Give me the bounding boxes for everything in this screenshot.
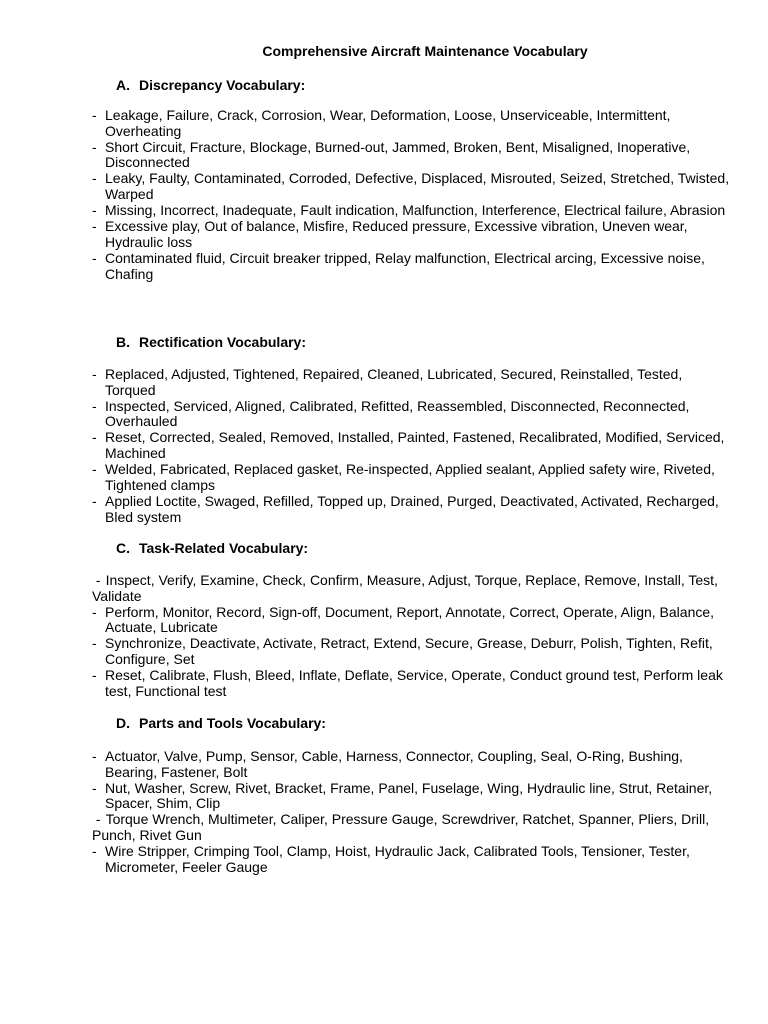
section-heading-parts-tools	[116, 715, 326, 731]
list-item: - Leaky, Faulty, Contaminated, Corroded, Defective, Displaced, Misrouted, Seized, Stretched, Twisted, Warped	[92, 170, 730, 203]
list-item: - Synchronize, Deactivate, Activate, Retract, Extend, Secure, Grease, Deburr, Polish, Tighten, Refit, Configure, Set	[92, 635, 713, 668]
list-item: - Reset, Calibrate, Flush, Bleed, Inflate, Deflate, Service, Operate, Conduct ground test, Perform leak test, Functional test	[92, 667, 723, 699]
list-item: - Applied Loctite, Swaged, Refilled, Topped up, Drained, Purged, Deactivated, Activated, Recharged, Bled system	[92, 492, 719, 525]
section-heading-rectification	[116, 334, 306, 350]
list-item: - Contaminated fluid, Circuit breaker tripped, Relay malfunction, Electrical arcing, Excessive noise, Chafing	[92, 249, 705, 282]
list-item: - Actuator, Valve, Pump, Sensor, Cable, Harness, Connector, Coupling, Seal, O-Ring, Bushing, Bearing, Fastener, Bolt	[92, 748, 683, 780]
section-letter: D.	[116, 715, 130, 731]
section-letter: C.	[116, 540, 130, 556]
list-item: - Nut, Washer, Screw, Rivet, Bracket, Frame, Panel, Fuselage, Wing, Hydraulic line, Strut, Retainer, Spacer, Shim, Clip	[92, 779, 713, 812]
list-item: - Perform, Monitor, Record, Sign-off, Document, Report, Annotate, Correct, Operate, Align, Balance, Actuate, Lubricate	[92, 603, 715, 636]
parts-tools-list	[92, 749, 732, 876]
section-heading-task-related	[116, 540, 308, 556]
list-item: - Replaced, Adjusted, Tightened, Repaired, Cleaned, Lubricated, Secured, Reinstalled, Tested, Torqued	[92, 366, 683, 398]
list-item: - Reset, Corrected, Sealed, Removed, Installed, Painted, Fastened, Recalibrated, Modified, Serviced, Machined	[92, 429, 725, 462]
discrepancy-list	[92, 108, 732, 283]
section-heading-discrepancy	[116, 77, 305, 93]
list-item: - Inspected, Serviced, Aligned, Calibrated, Refitted, Reassembled, Disconnected, Reconnected, Overhauled	[92, 397, 690, 430]
section-title: Discrepancy Vocabulary:	[139, 77, 306, 93]
list-item: - Missing, Incorrect, Inadequate, Fault indication, Malfunction, Interference, Electrical failure, Abrasion	[92, 202, 726, 219]
list-item: - Wire Stripper, Crimping Tool, Clamp, Hoist, Hydraulic Jack, Calibrated Tools, Tensioner, Tester, Micrometer, Feeler Gauge	[92, 843, 690, 875]
list-item: - Inspect, Verify, Examine, Check, Confirm, Measure, Adjust, Torque, Replace, Remove, Install, Test, Validate	[92, 572, 718, 604]
list-item: - Short Circuit, Fracture, Blockage, Burned-out, Jammed, Broken, Bent, Misaligned, Inoperative, Disconnected	[92, 138, 691, 171]
rectification-list	[92, 367, 732, 526]
list-item: - Excessive play, Out of balance, Misfire, Reduced pressure, Excessive vibration, Uneven wear, Hydraulic loss	[92, 218, 688, 250]
task-related-list	[92, 573, 732, 700]
document-title: Comprehensive Aircraft Maintenance Vocabulary	[262, 43, 588, 59]
section-title: Rectification Vocabulary:	[139, 334, 307, 350]
section-letter: B.	[116, 334, 130, 350]
list-item: - Leakage, Failure, Crack, Corrosion, Wear, Deformation, Loose, Unserviceable, Intermittent, Overheating	[92, 107, 671, 139]
list-item: - Welded, Fabricated, Replaced gasket, Re-inspected, Applied sealant, Applied safety wire, Riveted, Tightened clamps	[92, 461, 715, 493]
list-item: - Torque Wrench, Multimeter, Caliper, Pressure Gauge, Screwdriver, Ratchet, Spanner, Pliers, Drill, Punch, Rivet Gun	[92, 811, 710, 844]
section-title: Parts and Tools Vocabulary:	[139, 715, 326, 731]
section-title: Task-Related Vocabulary:	[139, 540, 309, 556]
section-letter: A.	[116, 77, 130, 93]
